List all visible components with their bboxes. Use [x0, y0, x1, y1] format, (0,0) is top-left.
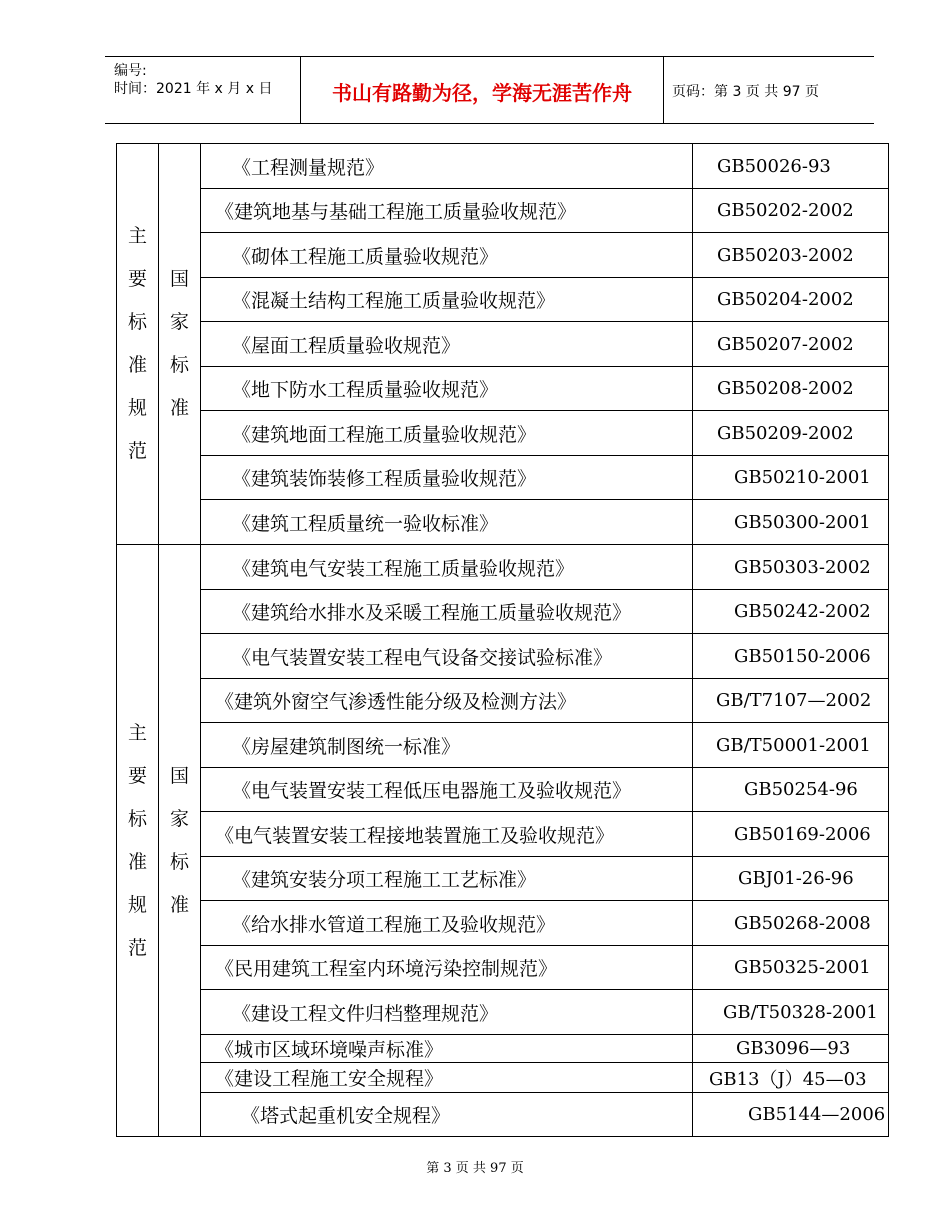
- standard-row: [117, 367, 889, 411]
- standard-name: 《屋面工程质量验收规范》: [201, 322, 693, 367]
- standard-row: [117, 1093, 889, 1137]
- standard-name: 《电气装置安装工程电气设备交接试验标准》: [201, 634, 693, 679]
- standard-row: [117, 144, 889, 189]
- standard-name: 《电气装置安装工程低压电器施工及验收规范》: [201, 768, 693, 812]
- standard-code: GB50242-2002: [693, 590, 889, 634]
- standard-name: 《混凝土结构工程施工质量验收规范》: [201, 278, 693, 322]
- standard-code: GB50202-2002: [693, 189, 889, 233]
- standard-name: 《建筑地基与基础工程施工质量验收规范》: [201, 189, 693, 233]
- standard-row: [117, 901, 889, 946]
- subcategory-char: 家: [169, 311, 189, 333]
- standard-name: 《建筑装饰装修工程质量验收规范》: [201, 456, 693, 500]
- standard-name: 《民用建筑工程室内环境污染控制规范》: [201, 946, 693, 990]
- standard-row: [117, 812, 889, 857]
- category-char: 标: [127, 807, 147, 830]
- category-char: 规: [127, 397, 147, 419]
- standard-name: 《工程测量规范》: [201, 144, 693, 189]
- standard-name: 《砌体工程施工质量验收规范》: [201, 233, 693, 278]
- standard-row: [117, 634, 889, 679]
- standard-name: 《建设工程文件归档整理规范》: [201, 990, 693, 1035]
- standard-code: GB50254-96: [693, 768, 889, 812]
- category-char: 范: [127, 936, 147, 959]
- standard-code: GB50208-2002: [693, 367, 889, 411]
- standard-name: 《电气装置安装工程接地装置施工及验收规范》: [201, 812, 693, 857]
- standard-row: [117, 545, 889, 590]
- subcategory-cell: [159, 144, 201, 545]
- subcategory-char: 准: [169, 893, 189, 916]
- standard-code: GB50204-2002: [693, 278, 889, 322]
- category-char: 准: [127, 354, 147, 376]
- page-footer: 第 3 页 共 97 页: [426, 1161, 524, 1176]
- subcategory-char: 国: [169, 764, 189, 787]
- header-motto: 书山有路勤为径，学海无涯苦作舟: [332, 81, 632, 105]
- category-char: 主: [127, 225, 147, 247]
- subcategory-char: 准: [169, 397, 189, 419]
- category-char: 要: [127, 268, 147, 290]
- category-char: 规: [127, 893, 147, 916]
- standard-row: [117, 857, 889, 901]
- category-cell: [117, 545, 159, 1137]
- category-char: 标: [127, 311, 147, 333]
- standard-name: 《建筑电气安装工程施工质量验收规范》: [201, 545, 693, 590]
- category-char: 准: [127, 850, 147, 873]
- standard-code: GB50026-93: [693, 144, 889, 189]
- standard-code: GB50303-2002: [693, 545, 889, 590]
- standard-name: 《塔式起重机安全规程》: [201, 1093, 693, 1137]
- header-page-cell: [663, 57, 874, 123]
- subcategory-char: 标: [169, 850, 189, 873]
- standard-row: [117, 322, 889, 367]
- category-cell: [117, 144, 159, 545]
- standard-code: GB50268-2008: [693, 901, 889, 946]
- standard-code: GB50325-2001: [693, 946, 889, 990]
- standard-code: GB50209-2002: [693, 411, 889, 456]
- standard-code: GB13（J）45—03: [693, 1063, 889, 1093]
- standard-code: GB50300-2001: [693, 500, 889, 545]
- standards-table: [116, 143, 889, 1137]
- standard-row: [117, 590, 889, 634]
- standard-code: GBJ01-26-96: [693, 857, 889, 901]
- header-page-number: 页码：第 3 页 共 97 页: [672, 84, 819, 100]
- standard-row: [117, 411, 889, 456]
- standard-code: GB/T50328-2001: [693, 990, 889, 1035]
- standard-row: [117, 723, 889, 768]
- category-char: 范: [127, 440, 147, 462]
- standard-row: [117, 233, 889, 278]
- standard-row: [117, 278, 889, 322]
- standard-row: [117, 1035, 889, 1063]
- standard-name: 《城市区域环境噪声标准》: [201, 1035, 693, 1063]
- standard-row: [117, 500, 889, 545]
- standard-name: 《建筑给水排水及采暖工程施工质量验收规范》: [201, 590, 693, 634]
- standard-name: 《建设工程施工安全规程》: [201, 1063, 693, 1093]
- header-info: [105, 57, 300, 123]
- standard-code: GB50207-2002: [693, 322, 889, 367]
- standard-row: [117, 189, 889, 233]
- subcategory-char: 家: [169, 807, 189, 830]
- standard-code: GB/T7107—2002: [693, 679, 889, 723]
- standard-code: GB50169-2006: [693, 812, 889, 857]
- standard-name: 《给水排水管道工程施工及验收规范》: [201, 901, 693, 946]
- standard-row: [117, 1063, 889, 1093]
- subcategory-char: 国: [169, 268, 189, 290]
- document-date: 时间：2021 年 x 月 x 日: [114, 81, 273, 97]
- standard-row: [117, 768, 889, 812]
- document-number-label: 编号:: [114, 63, 147, 79]
- standard-row: [117, 679, 889, 723]
- standard-name: 《建筑地面工程施工质量验收规范》: [201, 411, 693, 456]
- standard-row: [117, 456, 889, 500]
- standard-name: 《房屋建筑制图统一标准》: [201, 723, 693, 768]
- standard-row: [117, 990, 889, 1035]
- subcategory-cell: [159, 545, 201, 1137]
- standard-code: GB50203-2002: [693, 233, 889, 278]
- standard-code: GB/T50001-2001: [693, 723, 889, 768]
- standard-name: 《建筑外窗空气渗透性能分级及检测方法》: [201, 679, 693, 723]
- standard-name: 《地下防水工程质量验收规范》: [201, 367, 693, 411]
- subcategory-char: 标: [169, 354, 189, 376]
- standard-code: GB3096—93: [693, 1035, 889, 1063]
- standard-code: GB5144—2006: [693, 1093, 889, 1137]
- standard-name: 《建筑工程质量统一验收标准》: [201, 500, 693, 545]
- category-char: 要: [127, 764, 147, 787]
- header-motto-cell: [300, 57, 664, 123]
- category-char: 主: [127, 721, 147, 744]
- standard-code: GB50210-2001: [693, 456, 889, 500]
- page-header: [105, 56, 874, 124]
- standard-name: 《建筑安装分项工程施工工艺标准》: [201, 857, 693, 901]
- standard-row: [117, 946, 889, 990]
- standard-code: GB50150-2006: [693, 634, 889, 679]
